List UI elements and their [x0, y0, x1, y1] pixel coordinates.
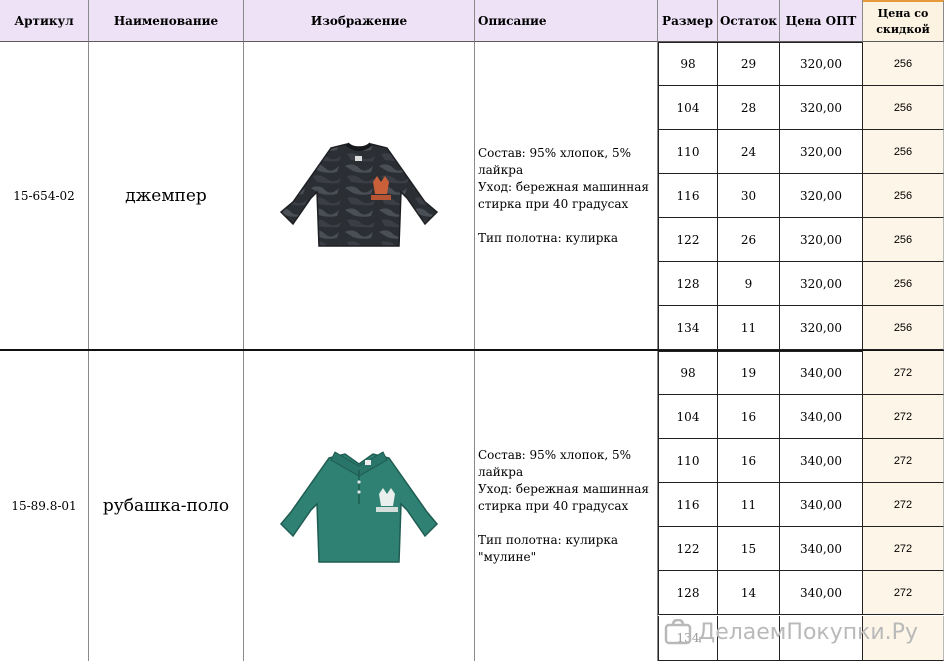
shopping-bag-icon [664, 619, 692, 645]
price-cell[interactable]: 320,00 [780, 174, 863, 218]
discount-cell[interactable]: 256 [863, 86, 944, 130]
size-cell[interactable]: 122 [658, 527, 718, 571]
discount-cell[interactable]: 256 [863, 262, 944, 306]
price-cell[interactable]: 340,00 [780, 439, 863, 483]
discount-cell[interactable]: 256 [863, 42, 944, 86]
description-line: Состав: 95% хлопок, 5% [478, 447, 632, 462]
size-cell[interactable]: 134 [658, 616, 718, 661]
stock-cell[interactable]: 28 [718, 86, 780, 130]
discount-cell[interactable]: 256 [863, 306, 944, 350]
header-description[interactable]: Описание [475, 0, 658, 42]
description-line: Уход: бережная машинная [478, 481, 649, 496]
discount-cell[interactable]: 272 [863, 395, 944, 439]
size-cell[interactable]: 128 [658, 262, 718, 306]
stock-cell[interactable]: 16 [718, 395, 780, 439]
stock-cell[interactable]: 26 [718, 218, 780, 262]
size-cell[interactable]: 98 [658, 42, 718, 86]
description-line: стирка при 40 градусах [478, 498, 629, 513]
description-line: "мулине" [478, 549, 537, 564]
product-article[interactable]: 15-654-02 [0, 42, 89, 349]
stock-cell[interactable]: 15 [718, 527, 780, 571]
stock-cell[interactable]: 11 [718, 306, 780, 350]
jumper-image [275, 140, 443, 252]
stock-cell[interactable]: 9 [718, 262, 780, 306]
price-cell[interactable]: 340,00 [780, 571, 863, 615]
product-name[interactable]: джемпер [89, 42, 244, 349]
product-description[interactable] [475, 351, 658, 661]
price-cell[interactable]: 320,00 [780, 86, 863, 130]
size-cell[interactable]: 122 [658, 218, 718, 262]
stock-cell[interactable]: 16 [718, 439, 780, 483]
price-cell[interactable]: 320,00 [780, 306, 863, 350]
size-cell[interactable]: 98 [658, 351, 718, 395]
description-line: стирка при 40 градусах [478, 196, 629, 211]
price-cell[interactable]: 320,00 [780, 262, 863, 306]
size-cell[interactable]: 104 [658, 86, 718, 130]
stock-cell[interactable]: 14 [718, 571, 780, 615]
discount-cell[interactable]: 272 [863, 483, 944, 527]
header-article[interactable]: Артикул [0, 0, 89, 42]
product-article[interactable]: 15-89.8-01 [0, 351, 89, 661]
stock-cell[interactable]: 29 [718, 42, 780, 86]
description-line: лайкра [478, 162, 524, 177]
description-line: Уход: бережная машинная [478, 179, 649, 194]
watermark-text: ДелаемПокупки.Ру [698, 619, 918, 645]
price-cell[interactable]: 320,00 [780, 42, 863, 86]
size-cell[interactable]: 116 [658, 174, 718, 218]
header-name[interactable]: Наименование [89, 0, 244, 42]
description-line: Состав: 95% хлопок, 5% [478, 145, 632, 160]
discount-cell[interactable]: 272 [863, 571, 944, 615]
stock-cell[interactable]: 19 [718, 351, 780, 395]
discount-cell[interactable]: 272 [863, 351, 944, 395]
stock-cell[interactable]: 24 [718, 130, 780, 174]
price-cell[interactable]: 340,00 [780, 395, 863, 439]
header-stock[interactable]: Остаток [718, 0, 780, 42]
header-price-discount-line2: скидкой [876, 22, 930, 36]
discount-cell[interactable]: 256 [863, 174, 944, 218]
discount-cell[interactable]: 256 [863, 130, 944, 174]
price-cell[interactable]: 320,00 [780, 218, 863, 262]
header-size[interactable]: Размер [658, 0, 718, 42]
description-line: Тип полотна: кулирка [478, 532, 619, 547]
size-cell[interactable]: 116 [658, 483, 718, 527]
discount-cell[interactable]: 272 [863, 527, 944, 571]
size-cell[interactable]: 110 [658, 130, 718, 174]
product-image-cell[interactable] [244, 351, 475, 661]
product-image-cell[interactable] [244, 42, 475, 349]
watermark [664, 616, 918, 648]
size-cell[interactable]: 128 [658, 571, 718, 615]
product-description[interactable] [475, 42, 658, 349]
price-cell[interactable]: 320,00 [780, 130, 863, 174]
size-cell[interactable]: 104 [658, 395, 718, 439]
header-price-opt[interactable]: Цена ОПТ [780, 0, 863, 42]
price-cell[interactable]: 340,00 [780, 351, 863, 395]
polo-shirt-image [275, 446, 443, 566]
header-price-discount[interactable] [863, 0, 944, 42]
header-image[interactable]: Изображение [244, 0, 475, 42]
price-cell[interactable]: 340,00 [780, 483, 863, 527]
stock-cell[interactable]: 30 [718, 174, 780, 218]
description-line: Тип полотна: кулирка [478, 230, 619, 245]
size-cell[interactable]: 110 [658, 439, 718, 483]
stock-cell[interactable]: 11 [718, 483, 780, 527]
discount-cell[interactable]: 256 [863, 218, 944, 262]
size-cell[interactable]: 134 [658, 306, 718, 350]
discount-cell[interactable]: 272 [863, 439, 944, 483]
header-price-discount-line1: Цена со [877, 6, 929, 20]
product-name[interactable]: рубашка-поло [89, 351, 244, 661]
description-line: лайкра [478, 464, 524, 479]
price-cell[interactable]: 340,00 [780, 527, 863, 571]
